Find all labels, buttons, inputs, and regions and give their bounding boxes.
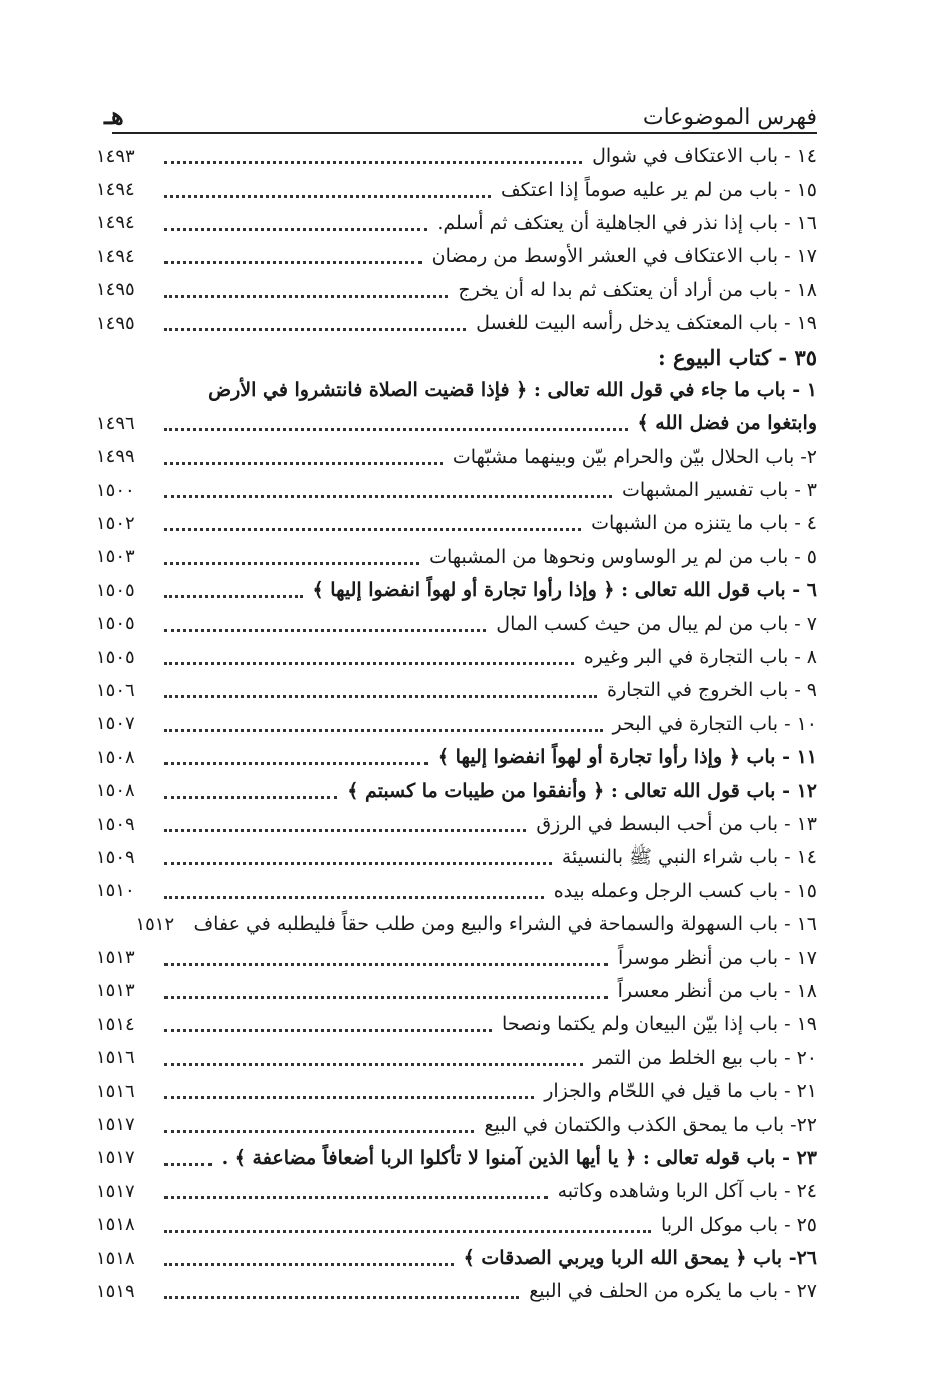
toc-entry-page: ١٥٠٨ — [96, 780, 135, 802]
toc-entry-page: ١٥١٣ — [96, 947, 135, 969]
dot-leader — [164, 1163, 212, 1166]
toc-entry-title: ١٣ - باب من أحب البسط في الرزق — [536, 813, 817, 835]
toc-entry-page: ١٥٠٩ — [96, 846, 135, 868]
toc-entry-title: ٤ - باب ما يتنزه من الشبهات — [591, 512, 817, 535]
toc-entry — [96, 708, 817, 741]
toc-entry — [96, 507, 817, 540]
toc-entry-page: ١٥٠٩ — [96, 813, 135, 835]
toc-entry — [96, 1075, 817, 1108]
dot-leader — [164, 629, 486, 632]
toc-entry-title: ٢١ - باب ما قيل في اللحّام والجزار — [544, 1080, 817, 1103]
toc-entry-page: ١٤٩٥ — [96, 312, 135, 334]
toc-entry — [96, 1275, 817, 1308]
toc-entry-page: ١٤٩٤ — [96, 212, 135, 234]
toc-entry-title: ٢٠ - باب بيع الخلط من التمر — [593, 1046, 817, 1069]
dot-leader — [164, 195, 491, 198]
toc-entry-page: ١٤٩٩ — [96, 446, 135, 468]
dot-leader — [164, 1263, 454, 1266]
header-rule — [112, 132, 817, 134]
toc-entry-page: ١٥٠٥ — [96, 613, 135, 635]
toc-entry-page: ١٥٠٧ — [96, 713, 135, 735]
dot-leader — [164, 228, 427, 231]
toc-entry — [96, 607, 817, 640]
dot-leader — [164, 695, 597, 698]
toc-entry — [96, 1042, 817, 1075]
toc-entry-title: ١٥ - باب كسب الرجل وعمله بيده — [553, 879, 817, 902]
toc-entry-continuation — [96, 407, 817, 440]
toc-entry-title: ١٤ - باب الاعتكاف في شوال — [592, 145, 817, 168]
dot-leader — [164, 295, 448, 298]
toc-entry-page: ١٥٠٦ — [96, 679, 135, 701]
toc-entry-page: ١٤٩٦ — [96, 412, 135, 434]
toc-entry-title: ١٢ - باب قول الله تعالى : ﴿ وأنفقوا من طيبات ما كسبتم ﴾ — [347, 779, 817, 802]
dot-leader — [164, 462, 443, 465]
dot-leader — [164, 562, 419, 565]
toc-entry — [96, 975, 817, 1008]
dot-leader — [164, 862, 552, 865]
dot-leader — [164, 896, 544, 899]
toc-entry-page: ١٥١٣ — [96, 980, 135, 1002]
toc-entry — [96, 941, 817, 974]
dot-leader — [164, 595, 303, 598]
toc-entry — [96, 674, 817, 707]
toc-section-heading — [96, 340, 817, 373]
section-heading-title: ٣٥ - كتاب البيوع : — [657, 344, 817, 370]
toc-entry-title: ١٩ - باب المعتكف يدخل رأسه البيت للغسل — [476, 312, 817, 335]
dot-leader — [164, 796, 337, 799]
toc-entry-page: ١٥١٨ — [96, 1247, 135, 1269]
toc-entry-page: ١٤٩٤ — [96, 179, 135, 201]
toc-entry-title: ١٤ - باب شراء النبي ﷺ بالنسيئة — [561, 846, 817, 869]
dot-leader — [164, 495, 612, 498]
toc-entry-page: ١٥١٤ — [96, 1013, 135, 1035]
toc-entry — [96, 641, 817, 674]
toc-entry — [96, 374, 817, 407]
toc-entry-title: ١٦ - باب إذا نذر في الجاهلية أن يعتكف ثم أسلم. — [437, 211, 817, 234]
page-label: هـ — [104, 101, 124, 130]
dot-leader — [164, 1130, 474, 1133]
toc-entry — [96, 741, 817, 774]
toc-entry-page: ١٥١٠ — [96, 880, 135, 902]
toc-entry — [96, 808, 817, 841]
toc-entry-page: ١٤٩٥ — [96, 279, 135, 301]
dot-leader — [164, 1230, 651, 1233]
toc-entry-title: ٣ - باب تفسير المشبهات — [622, 479, 817, 502]
toc-entry — [96, 441, 817, 474]
toc-entry-title: ١١ - باب ﴿ وإذا رأوا تجارة أو لهواً انفضوا إليها ﴾ — [437, 746, 817, 769]
toc-entry-title: ٨ - باب التجارة في البر وغيره — [583, 646, 817, 669]
toc-entry-title: ١٥ - باب من لم ير عليه صوماً إذا اعتكف — [501, 178, 817, 201]
dot-leader — [164, 428, 628, 431]
dot-leader — [164, 1196, 548, 1199]
dot-leader — [164, 328, 466, 331]
toc-entry-page: ١٥٠٣ — [96, 546, 135, 568]
toc-entry-page: ١٥١٧ — [96, 1180, 135, 1202]
toc-entry-title: ٧ - باب من لم يبال من حيث كسب المال — [496, 612, 817, 635]
toc-entry-page: ١٥١٧ — [96, 1147, 135, 1169]
toc-entry — [96, 1209, 817, 1242]
page-header — [104, 92, 817, 130]
toc-entry-title: ١ - باب ما جاء في قول الله تعالى : ﴿ فإذا قضيت الصلاة فانتشروا في الأرض — [208, 378, 817, 401]
toc-entry — [96, 1175, 817, 1208]
toc-entry-title: ١٧ - باب من أنظر موسراً — [618, 946, 817, 969]
toc-entry — [96, 1008, 817, 1041]
toc-entry-page: ١٥١٧ — [96, 1114, 135, 1136]
toc-entry — [96, 240, 817, 273]
toc-entry — [96, 1142, 817, 1175]
toc-entry-title: ٢٧ - باب ما يكره من الحلف في البيع — [529, 1280, 817, 1303]
toc-entry-page: ١٤٩٣ — [96, 145, 135, 167]
toc-entry-page: ١٥١٦ — [96, 1080, 135, 1102]
toc-entry — [96, 875, 817, 908]
toc-entry-title: ٢- باب الحلال بيّن والحرام بيّن وبينهما مشبّهات — [452, 445, 817, 468]
page-title: فهرس الموضوعات — [642, 105, 817, 130]
dot-leader — [164, 662, 574, 665]
table-of-contents — [96, 140, 817, 1309]
toc-entry — [96, 207, 817, 240]
toc-entry — [96, 541, 817, 574]
toc-entry-title: ١٨ - باب من أنظر معسراً — [617, 979, 817, 1002]
toc-entry — [96, 274, 817, 307]
toc-entry-title: ٥ - باب من لم ير الوساوس ونحوها من المشبهات — [429, 545, 817, 568]
dot-leader — [164, 261, 422, 264]
toc-entry — [96, 140, 817, 173]
toc-entry-title: ١٠ - باب التجارة في البحر — [612, 712, 817, 735]
toc-entry-title: ٢٦- باب ﴿ يمحق الله الربا ويربي الصدقات ﴾ — [463, 1247, 817, 1270]
dot-leader — [164, 729, 603, 732]
toc-entry-title: ٢٢- باب ما يمحق الكذب والكتمان في البيع — [484, 1113, 817, 1136]
dot-leader — [164, 1096, 534, 1099]
toc-entry — [96, 908, 817, 941]
dot-leader — [164, 762, 428, 765]
toc-entry-page: ١٥١٨ — [96, 1214, 135, 1236]
toc-entry-title: ١٨ - باب من أراد أن يعتكف ثم بدا له أن يخرج — [458, 278, 817, 301]
dot-leader — [164, 963, 608, 966]
toc-entry-title: ١٧ - باب الاعتكاف في العشر الأوسط من رمضان — [431, 245, 817, 268]
toc-entry-title: وابتغوا من فضل الله ﴾ — [637, 412, 817, 435]
toc-entry-title: ٩ - باب الخروج في التجارة — [607, 679, 817, 702]
dot-leader — [164, 1296, 519, 1299]
toc-entry — [96, 307, 817, 340]
dot-leader — [164, 1063, 583, 1066]
toc-entry-page: ١٥١٦ — [96, 1047, 135, 1069]
toc-entry-page: ١٥١٢ — [135, 913, 175, 935]
toc-entry-title: ٢٤ - باب آكل الربا وشاهده وكاتبه — [557, 1180, 817, 1203]
toc-entry — [96, 574, 817, 607]
toc-entry-page: ١٥١٩ — [96, 1280, 135, 1302]
dot-leader — [164, 829, 526, 832]
toc-entry — [96, 474, 817, 507]
toc-entry-page: ١٥٠٨ — [96, 746, 135, 768]
toc-entry-title: ٦ - باب قول الله تعالى : ﴿ وإذا رأوا تجارة أو لهواً انفضوا إليها ﴾ — [312, 579, 817, 602]
toc-entry-title: ٢٥ - باب موكل الربا — [660, 1213, 817, 1236]
toc-entry-title: ٢٣ - باب قوله تعالى : ﴿ يا أيها الذين آمنوا لا تأكلوا الربا أضعافاً مضاعفة ﴾ . — [221, 1146, 817, 1169]
dot-leader — [164, 161, 582, 164]
toc-entry — [96, 1242, 817, 1275]
dot-leader — [164, 996, 608, 999]
toc-entry — [96, 173, 817, 206]
toc-entry-page: ١٥٠٢ — [96, 512, 135, 534]
toc-entry-page: ١٥٠٥ — [96, 646, 135, 668]
toc-entry-page: ١٥٠٠ — [96, 479, 135, 501]
toc-entry-page: ١٤٩٤ — [96, 245, 135, 267]
toc-entry-page: ١٥٠٥ — [96, 579, 135, 601]
dot-leader — [164, 1029, 492, 1032]
toc-entry — [96, 774, 817, 807]
toc-entry — [96, 841, 817, 874]
toc-entry — [96, 1108, 817, 1141]
toc-entry-title: ١٦ - باب السهولة والسماحة في الشراء والبيع ومن طلب حقاً فليطلبه في عفاف — [193, 913, 817, 936]
toc-entry-title: ١٩ - باب إذا بيّن البيعان ولم يكتما ونصحا — [502, 1013, 817, 1036]
dot-leader — [164, 528, 581, 531]
